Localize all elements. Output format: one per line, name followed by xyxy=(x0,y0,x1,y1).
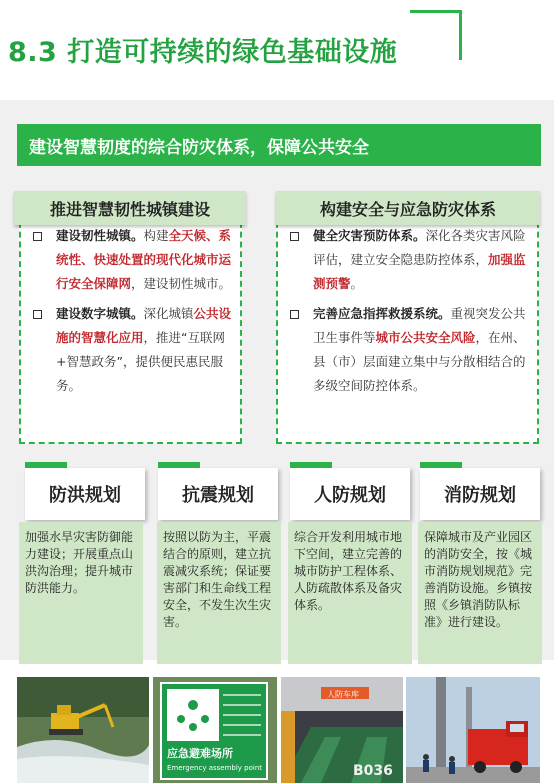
left-panel-header xyxy=(14,191,246,225)
left-panel-header-text: 推进智慧韧性城镇建设 xyxy=(49,199,210,219)
section-banner xyxy=(17,124,541,166)
plan-body-text: 综合开发利用城市地下空间，建立完善的城市防护工程体系、人防疏散体系及备灾体系。 xyxy=(294,530,403,612)
item-body: 深化城镇 xyxy=(143,306,194,321)
item-lead: 建设韧性城镇。 xyxy=(56,228,144,243)
item-text xyxy=(56,302,232,398)
list-item xyxy=(286,224,529,296)
parking-code: B036 xyxy=(353,763,393,779)
item-body: ，建设韧性城市。 xyxy=(131,276,232,291)
checkbox-icon xyxy=(33,310,42,319)
page-title: 8.3 打造可持续的绿色基础设施 xyxy=(8,37,398,68)
sign-subtitle: Emergency assembly point xyxy=(167,764,263,772)
item-highlight: 公共设施的智慧化应用 xyxy=(56,306,232,345)
left-panel xyxy=(19,212,242,444)
plan-body-earthquake xyxy=(157,522,281,664)
plan-title-text: 抗震规划 xyxy=(182,485,254,506)
right-panel-header-text: 构建安全与应急防灾体系 xyxy=(319,199,496,219)
section-banner-text: 建设智慧韧度的综合防灾体系，保障公共安全 xyxy=(29,137,369,158)
item-lead: 健全灾害预防体系。 xyxy=(313,228,426,243)
item-body: 深化各类灾害风险评估，建立安全隐患防控体系， xyxy=(313,228,526,267)
item-highlight: 加强监测预警 xyxy=(313,252,526,291)
checkbox-icon xyxy=(290,310,299,319)
photo-fire-truck xyxy=(406,677,540,783)
item-lead: 完善应急指挥救援系统。 xyxy=(313,306,451,321)
item-body: 。 xyxy=(350,276,364,291)
plan-title-flood xyxy=(25,468,145,520)
plan-body-text: 按照以防为主，平震结合的原则，建立抗震减灾系统；保证要害部门和生命线工程安全，不发生次生灾害。 xyxy=(163,530,272,629)
item-text xyxy=(313,302,529,398)
item-highlight: 城市公共安全风险 xyxy=(375,330,476,345)
item-body: 构建 xyxy=(143,228,169,243)
plan-title-text: 人防规划 xyxy=(314,485,386,506)
photo-flood-excavator xyxy=(17,677,149,783)
item-body: ，在州、县（市）层面建立集中与分散相结合的多级空间防控体系。 xyxy=(313,330,526,393)
item-text xyxy=(313,224,529,296)
right-panel-header xyxy=(276,191,540,225)
item-body: ，推进“互联网+智慧政务”，提供便民惠民服务。 xyxy=(56,330,225,393)
item-highlight: 全天候、系统性、快速处置的现代化城市运行安全保障网 xyxy=(56,228,232,291)
item-lead: 建设数字城镇。 xyxy=(56,306,144,321)
plan-body-flood xyxy=(19,522,143,664)
plan-body-civil-defense xyxy=(288,522,412,664)
photo-civil-defense-garage xyxy=(281,677,403,783)
plan-body-fire xyxy=(418,522,542,664)
list-item xyxy=(29,302,232,398)
checkbox-icon xyxy=(290,232,299,241)
item-text xyxy=(56,224,232,296)
plan-title-earthquake xyxy=(158,468,278,520)
item-body: 重视突发公共卫生事件等 xyxy=(313,306,526,345)
photo-emergency-shelter-sign xyxy=(153,677,277,783)
plan-title-civil-defense xyxy=(290,468,410,520)
plan-title-text: 防洪规划 xyxy=(49,485,121,506)
list-item xyxy=(286,302,529,398)
right-panel xyxy=(276,212,539,444)
checkbox-icon xyxy=(33,232,42,241)
list-item xyxy=(29,224,232,296)
corner-bracket-decoration xyxy=(410,10,462,60)
plan-body-text: 保障城市及产业园区的消防安全，按《城市消防规划规范》完善消防设施。乡镇按照《乡镇消防队标准》进行建设。 xyxy=(424,530,533,629)
sign-title: 应急避难场所 xyxy=(167,747,233,760)
plan-body-text: 加强水旱灾害防御能力建设；开展重点山洪沟治理；提升城市防洪能力。 xyxy=(25,530,134,595)
plan-title-fire xyxy=(420,468,540,520)
parking-sign: 人防车库 xyxy=(327,690,359,699)
plan-title-text: 消防规划 xyxy=(444,485,516,506)
